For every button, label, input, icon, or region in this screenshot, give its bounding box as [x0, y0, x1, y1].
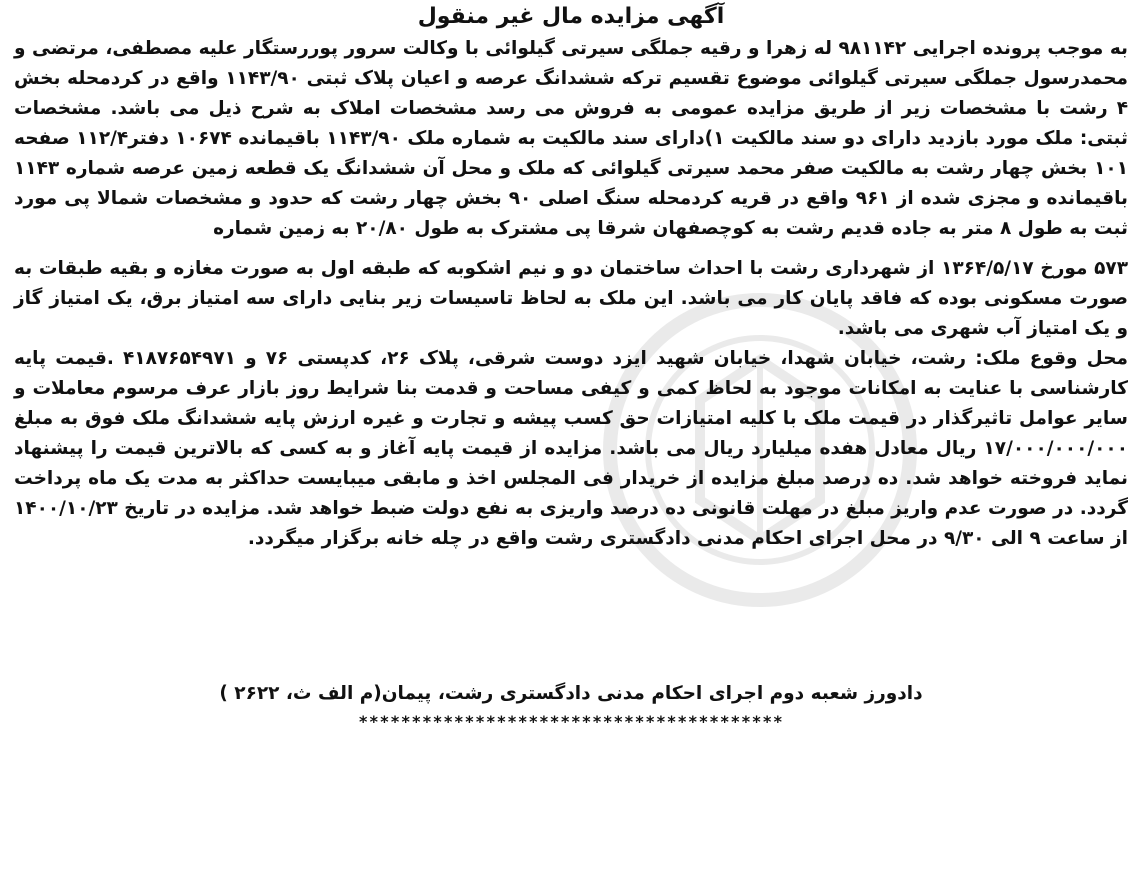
notice-title: آگهی مزایده مال غیر منقول: [417, 4, 725, 29]
notice-paragraph-location-and-terms: محل وقوع ملک: رشت، خیابان شهدا، خیابان شهید ایزد دوست شرقی، پلاک ۲۶، کدپستی ۷۶ و ۴۱۸۷۶۵۴۹۷۱ .قیمت پایه کارشناسی با عنایت به امکانات موجود به لحاظ کمی و کیفی مساحت و قدمت بنا شرایط روز بازار عرف مرسوم معاملات و سایر عوامل تاثیرگذار در قیمت ملک با کلیه امتیازات حق کسب پیشه و تجارت و غیره ارزش پایه ششدانگ ملک فوق به مبلغ ۱۷/۰۰۰/۰۰۰/۰۰۰ ریال معادل هفده میلیارد ریال می باشد. مزایده از قیمت پایه آغاز و به کسی که بالاترین قیمت را پیشنهاد نماید فروخته خواهد شد. ده درصد مبلغ مزایده از خریدار فی المجلس اخذ و مابقی میبایست حداکثر به مدت یک ماه پرداخت گردد. در صورت عدم واریز مبلغ در مهلت قانونی ده درصد واریزی به نفع دولت ضبط خواهد شد. مزایده در تاریخ ۱۴۰۰/۱۰/۲۳ از ساعت ۹ الی ۹/۳۰ در محل اجرای احکام مدنی دادگستری رشت واقع در چله خانه برگزار میگردد.: [14, 348, 1128, 549]
stars-divider: ****************************************: [358, 712, 784, 731]
notice-paragraph-building-details: ۵۷۳ مورخ ۱۳۶۴/۵/۱۷ از شهرداری رشت با احداث ساختمان دو و نیم اشکوبه که طبقه اول به صورت مغازه و بقیه طبقات به صورت مسکونی بوده که فاقد پایان کار می باشد. این ملک به لحاظ تاسیسات زیر بنایی دارای سه امتیاز برق، یک امتیاز گاز و یک امتیاز آب شهری می باشد.: [14, 258, 1128, 339]
notice-paragraph-property-details: به موجب پرونده اجرایی ۹۸۱۱۴۲ له زهرا و رقیه جملگی سیرتی گیلوائی با وکالت سرور پوررستگار علیه مصطفی، مرتضی و محمدرسول جملگی سیرتی گیلوائی موضوع تقسیم ترکه ششدانگ عرصه و اعیان پلاک ثبتی ۱۱۴۳/۹۰ واقع در کردمحله بخش ۴ رشت با مشخصات زیر از طریق مزایده عمومی به فروش می رسد مشخصات املاک به شرح ذیل می باشد. مشخصات ثبتی: ملک مورد بازدید دارای دو سند مالکیت ۱)دارای سند مالکیت به شماره ملک ۱۱۴۳/۹۰ باقیمانده ۱۰۶۷۴ دفتر۱۱۲/۴ صفحه ۱۰۱ بخش چهار رشت به مالکیت صفر محمد سیرتی گیلوائی که ملک و محل آن ششدانگ یک قطعه زمین عرصه شماره ۱۱۴۳ باقیمانده و مجزی شده از ۹۶۱ واقع در قریه کردمحله سنگ اصلی ۹۰ بخش چهار رشت که حدود و مشخصات شمالا پی مورد ثبت به طول ۸ متر به جاده قدیم رشت به کوچصفهان شرقا پی مشترک به طول ۲۰/۸۰ به زمین شماره: [14, 38, 1129, 239]
notice-signature: دادورز شعبه دوم اجرای احکام مدنی دادگستری رشت، پیمان(م الف ث، ۲۶۲۲ ): [219, 683, 923, 704]
notice-body: [14, 34, 1128, 554]
